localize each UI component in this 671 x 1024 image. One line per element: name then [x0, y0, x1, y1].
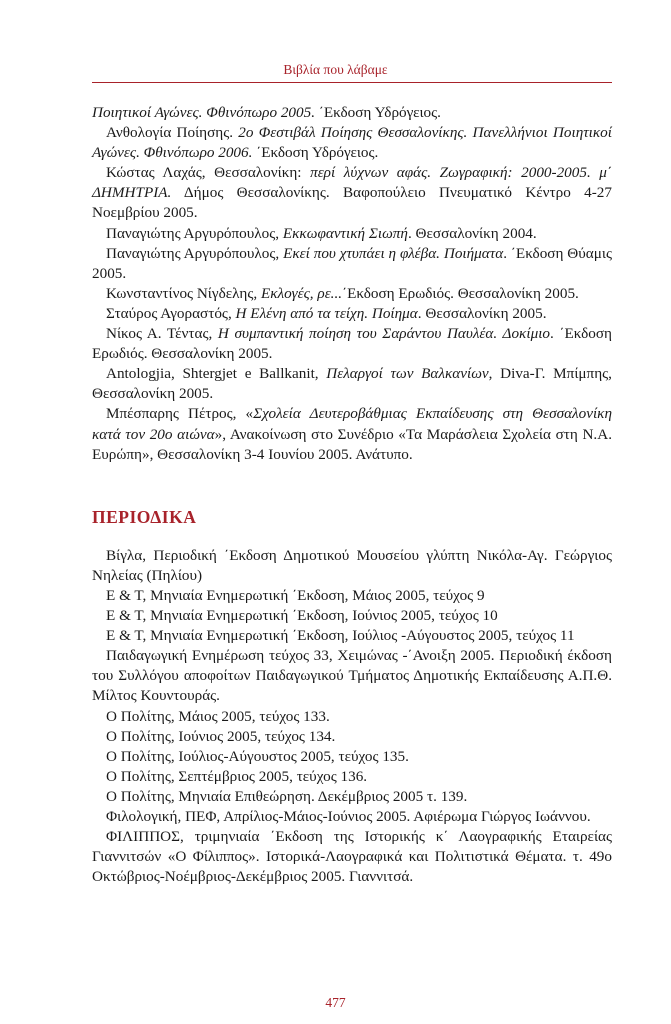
periodical-entry: Ο Πολίτης, Σεπτέμβριος 2005, τεύχος 136.	[106, 767, 368, 785]
book-entry	[92, 163, 612, 223]
book-text: Ανθολογία Ποίησης.	[106, 124, 239, 142]
book-text: . ΄Εκδοση Θύαμις 2005.	[92, 244, 612, 282]
book-text: , Diva-Γ. Μπίμπης, Θεσσαλονίκη 2005.	[92, 365, 612, 403]
book-title-italic: Εκλογές, ρε...	[260, 284, 343, 302]
running-head: Βιβλία που λάβαμε	[283, 62, 388, 77]
periodical-entry: Ε & Τ, Μηνιαία Ενημερωτική ΄Εκδοση, Ιούνιος 2005, τεύχος 10	[106, 607, 498, 625]
book-title-italic: Εκκωφαντική Σιωπή	[282, 224, 408, 242]
book-title-italic: Σχολεία Δευτεροβάθμιας Εκπαίδευσης στη Θεσσαλονίκη κατά τον 20ο αιώνα	[92, 405, 612, 443]
book-text: . ΄Εκδοση Ερωδιός. Θεσσαλονίκη 2005.	[92, 325, 612, 363]
book-entry	[92, 103, 612, 123]
book-text: Παναγιώτης Αργυρόπουλος,	[106, 224, 283, 242]
book-title-italic: περί λύχνων αφάς. Ζωγραφική: 2000-2005. μ΄ ΔΗΜΗΤΡΙΑ.	[92, 164, 612, 202]
book-entry	[92, 324, 612, 364]
book-text: ΄Εκδοση Υδρόγειος.	[318, 104, 441, 121]
periodical-entry: Ο Πολίτης, Μάιος 2005, τεύχος 133.	[106, 707, 330, 725]
book-entry	[92, 244, 612, 284]
book-text: », Ανακοίνωση στο Συνέδριο «Τα Μαράσλεια Σχολεία στη Ν.Α. Ευρώπη», Θεσσαλονίκη 3-4 Ιουνίου 2005. Ανάτυπο.	[92, 425, 612, 463]
book-text: Κώστας Λαχάς, Θεσσαλονίκη:	[106, 164, 311, 182]
periodicals-list	[92, 546, 612, 888]
book-title-italic: Η Ελένη από τα τείχη. Ποίημα	[235, 304, 418, 322]
book-text: Δήμος Θεσσαλονίκης. Βαφοπούλειο Πνευματικό Κέντρο 4-27 Νοεμβρίου 2005.	[92, 184, 612, 222]
periodical-entry: Ε & Τ, Μηνιαία Ενημερωτική ΄Εκδοση, Ιούλιος -Αύγουστος 2005, τεύχος 11	[106, 627, 575, 645]
book-title-italic: Η συμπαντική ποίηση του Σαράντου Παυλέα. Δοκίμιο	[217, 325, 551, 343]
page-number: 477	[325, 995, 346, 1010]
periodical-entry: Ο Πολίτης, Μηνιαία Επιθεώρηση. Δεκέμβριος 2005 τ. 139.	[106, 787, 468, 805]
section-spacer	[92, 527, 612, 546]
book-entry	[92, 404, 612, 464]
page-body	[92, 103, 612, 887]
books-list	[92, 103, 612, 465]
book-title-italic: 2ο Φεστιβάλ Ποίησης Θεσσαλονίκης. Πανελλήνιοι Ποιητικοί Αγώνες. Φθινόπωρο 2006.	[92, 124, 612, 162]
book-text: . Θεσσαλονίκη 2004.	[407, 224, 537, 242]
book-entry	[92, 284, 612, 304]
periodical-entry: ΦΙΛΙΠΠΟΣ, τριμηνιαία ΄Εκδοση της Ιστορικής κ΄ Λαογραφικής Εταιρείας Γιαννιτσών «Ο Φίλιππος». Ιστορικά-Λαογραφικά και Πολιτιστικά Θέματα. τ. 49ο Οκτώβριος-Νοέμβριος-Δεκέμβριος 2005. Γιαννιτσά.	[92, 828, 612, 886]
book-title-italic: Ποιητικοί Αγώνες. Φθινόπωρο 2005.	[92, 104, 319, 121]
book-text: . Θεσσαλονίκη 2005.	[417, 304, 547, 322]
periodical-entry: Βίγλα, Περιοδική ΄Εκδοση Δημοτικού Μουσείου γλύπτη Νικόλα-Αγ. Γεώργιος Νηλείας (Πηλίου)	[92, 546, 612, 584]
book-text: Σταύρος Αγοραστός,	[106, 304, 236, 322]
periodical-entry: Φιλολογική, ΠΕΦ, Απρίλιος-Μάιος-Ιούνιος 2005. Αφιέρωμα Γιώργος Ιωάννου.	[106, 808, 591, 825]
book-title-italic: Πελαργοί των Βαλκανίων	[326, 365, 489, 383]
periodical-entry: Παιδαγωγική Ενημέρωση τεύχος 33, Χειμώνας -΄Ανοιξη 2005. Περιοδική έκδοση του Συλλόγου αποφοίτων Παιδαγωγικού Τμήματος Δημοτικής Εκπαίδευσης Α.Π.Θ. Μίλτος Κουντουράς.	[92, 647, 612, 705]
book-text: Μπέσπαρης Πέτρος, «	[106, 405, 254, 423]
book-text: Antologjia, Shtergjet e Ballkanit,	[106, 365, 327, 383]
book-text: ΄Εκδοση Υδρόγειος.	[256, 144, 379, 162]
book-text: Κωνσταντίνος Νίγδελης,	[106, 284, 261, 302]
section-spacer	[92, 465, 612, 507]
book-entry	[92, 364, 612, 404]
book-entry	[92, 224, 612, 244]
book-entry	[92, 123, 612, 163]
book-text: Παναγιώτης Αργυρόπουλος,	[106, 244, 284, 262]
section-title-periodicals: ΠΕΡΙΟΔΙΚΑ	[92, 506, 197, 527]
book-text: Νίκος Α. Τέντας,	[106, 325, 218, 343]
periodical-entry: Ο Πολίτης, Ιούνιος 2005, τεύχος 134.	[106, 727, 336, 745]
header-rule	[92, 82, 612, 83]
book-text: ΄Εκδοση Ερωδιός. Θεσσαλονίκη 2005.	[342, 284, 579, 302]
periodical-entry: Ε & Τ, Μηνιαία Ενημερωτική ΄Εκδοση, Μάιος 2005, τεύχος 9	[106, 586, 485, 604]
book-title-italic: Εκεί που χτυπάει η φλέβα. Ποιήματα	[283, 244, 504, 262]
periodical-entry: Ο Πολίτης, Ιούλιος-Αύγουστος 2005, τεύχος 135.	[106, 747, 409, 765]
book-entry	[92, 304, 612, 324]
